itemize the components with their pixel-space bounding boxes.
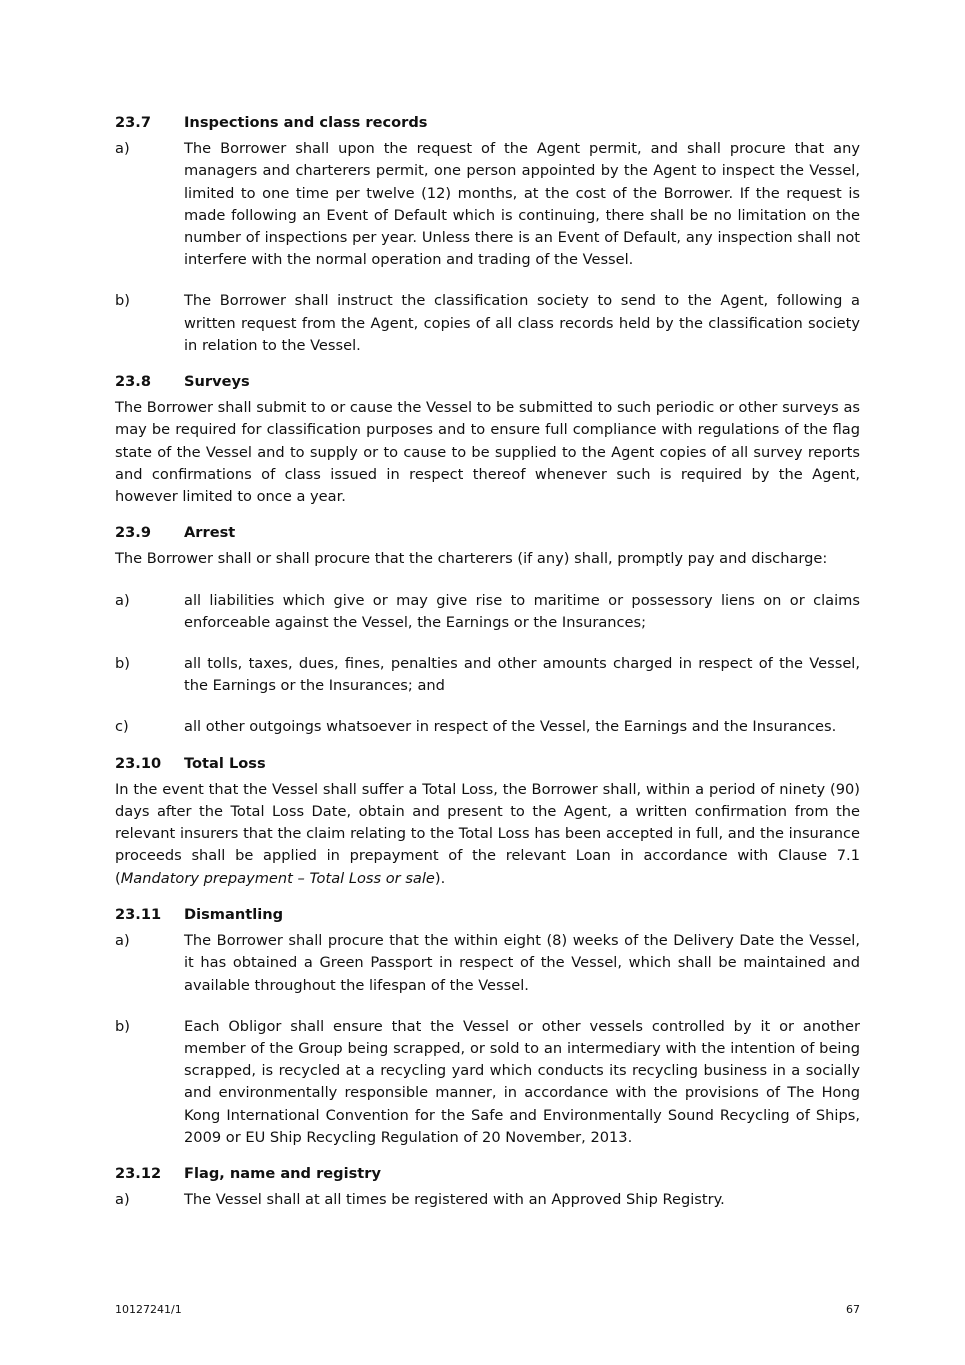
list-item — [115, 138, 860, 271]
section-paragraph: The Borrower shall submit to or cause the Vessel to be submitted to such periodic or other surveys as may be required for classification purposes and to ensure full compliance with regulations of the flag state of the Vessel and to supply or to cause to be supplied to the Agent copies of all survey reports and confirmations of class issued in respect thereof whenever such is required by the Agent, however limited to once a year. — [115, 399, 860, 506]
section-number: 23.7 — [115, 114, 152, 131]
item-text: The Borrower shall instruct the classification society to send to the Agent, following a written request from the Agent, copies of all class records held by the classification society in relation to the Vessel. — [184, 292, 860, 354]
section-number: 23.12 — [115, 1164, 162, 1182]
section-title: Total Loss — [184, 754, 266, 772]
clause-reference: Mandatory prepayment – Total Loss or sale — [120, 869, 435, 887]
item-text: The Borrower shall upon the request of the Agent permit, and shall procure that any managers and charterers permit, one person appointed by the Agent to inspect the Vessel, limited to one time per twelve (12) months, at the cost of the Borrower. If the request is made following an Event of Default which is continuing, there shall be no limitation on the number of inspections per year. Unless there is an Event of Default, any inspection shall not interfere with the normal operation and trading of the Vessel. — [184, 140, 860, 269]
item-text: Each Obligor shall ensure that the Vessel or other vessels controlled by it or another member of the Group being scrapped, or sold to an intermediary with the intention of being scrapped, is recycled at a recycling yard which conducts its recycling business in a socially and environmentally responsible manner, in accordance with the provisions of The Hong Kong International Convention for the Safe and Environmentally Sound Recycling of Ships, 2009 or EU Ship Recycling Regulation of 20 November, 2013. — [184, 1017, 860, 1146]
paragraph-text: In the event that the Vessel shall suffer a Total Loss, the Borrower shall, within a period of ninety (90) days after the Total Loss Date, obtain and present to the Agent, a written confirmation from the relevant insurers that the claim relating to the Total Loss has been accepted in full, and the insurance proceeds shall be applied in prepayment of the relevant Loan in accordance with Clause 7.1 ( — [115, 780, 860, 887]
item-label: c) — [115, 718, 129, 736]
section-title: Inspections and class records — [184, 114, 428, 131]
item-text: all other outgoings whatsoever in respect of the Vessel, the Earnings and the Insurances. — [184, 718, 837, 736]
list-item — [115, 1016, 860, 1149]
item-label: a) — [115, 140, 130, 158]
section-title: Surveys — [184, 373, 250, 391]
list-item — [115, 653, 860, 697]
page-footer — [115, 1303, 860, 1316]
item-label: a) — [115, 932, 130, 950]
page-number: 67 — [846, 1303, 860, 1316]
section-number: 23.11 — [115, 905, 162, 923]
item-label: b) — [115, 655, 130, 673]
item-text: The Vessel shall at all times be registered with an Approved Ship Registry. — [184, 1191, 725, 1209]
item-label: a) — [115, 1191, 130, 1209]
item-text: The Borrower shall procure that the within eight (8) weeks of the Delivery Date the Vessel, it has obtained a Green Passport in respect of the Vessel, which shall be maintained and available throughout the lifespan of the Vessel. — [184, 932, 860, 994]
document-reference: 10127241/1 — [115, 1303, 182, 1316]
section-heading-23-12 — [115, 1163, 860, 1185]
section-number: 23.9 — [115, 524, 152, 542]
section-title: Flag, name and registry — [184, 1164, 381, 1182]
list-item — [115, 1189, 860, 1211]
section-title: Arrest — [184, 524, 236, 542]
section-number: 23.10 — [115, 754, 162, 772]
item-text: all liabilities which give or may give rise to maritime or possessory liens on or claims enforceable against the Vessel, the Earnings or the Insurances; — [184, 591, 860, 631]
section-number: 23.8 — [115, 373, 152, 391]
item-text: all tolls, taxes, dues, fines, penalties and other amounts charged in respect of the Vessel, the Earnings or the Insurances; and — [184, 655, 860, 695]
item-label: b) — [115, 1017, 130, 1035]
item-label: b) — [115, 292, 130, 310]
list-item — [115, 930, 860, 997]
section-heading-23-7 — [115, 112, 860, 134]
section-title: Dismantling — [184, 905, 284, 923]
section-heading-23-11 — [115, 904, 860, 926]
list-item — [115, 290, 860, 357]
paragraph-text-end: ). — [434, 869, 446, 887]
item-label: a) — [115, 591, 130, 609]
section-paragraph — [115, 779, 860, 890]
list-item — [115, 590, 860, 634]
section-intro: The Borrower shall or shall procure that the charterers (if any) shall, promptly pay and discharge: — [115, 550, 828, 568]
page-content — [115, 112, 860, 1221]
list-item — [115, 716, 860, 738]
section-heading-23-8 — [115, 371, 860, 393]
section-heading-23-10 — [115, 753, 860, 775]
section-heading-23-9 — [115, 522, 860, 544]
